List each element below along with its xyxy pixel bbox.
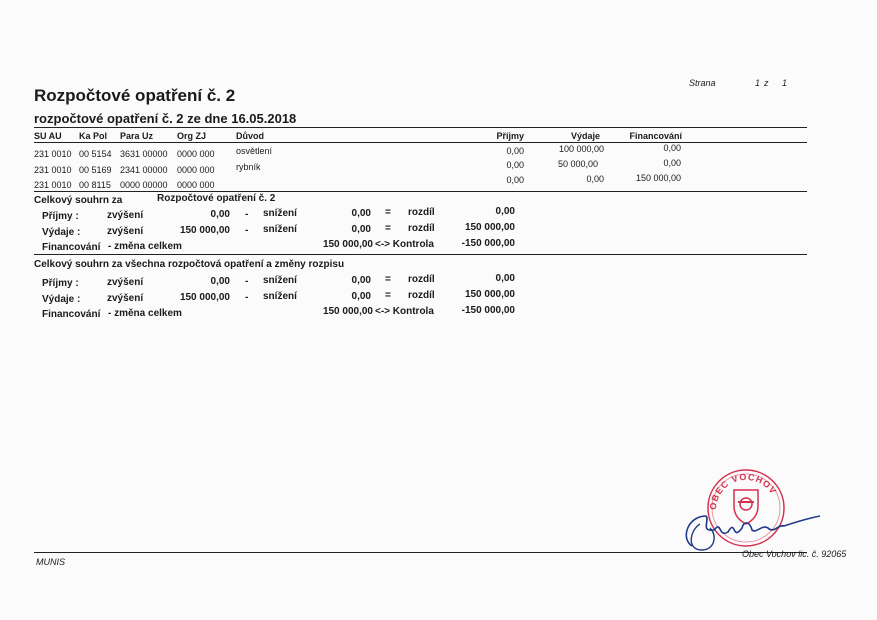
equals: = [385, 223, 391, 234]
cell-vydaje: 100 000,00 [558, 144, 604, 154]
dash: - [245, 292, 249, 303]
divider [34, 552, 807, 553]
cell-su-au: 231 0010 [34, 149, 72, 159]
licence-text: Obec Vochov lic. č. 92065 [742, 549, 847, 559]
cell-para-uz: 0000 00000 [120, 180, 168, 190]
dash: - [245, 276, 249, 287]
vydaje-snizeni-value: 0,00 [351, 291, 371, 302]
financovani-value: 150 000,00 [322, 239, 373, 250]
vydaje-zvyseni-value: 150 000,00 [179, 292, 230, 303]
prijmy-zvyseni-value: 0,00 [210, 276, 230, 287]
divider [34, 191, 807, 192]
summary-heading: Celkový souhrn za [34, 195, 123, 206]
divider [34, 142, 807, 143]
divider [34, 127, 807, 128]
col-duvod: Důvod [236, 131, 264, 141]
prijmy-label: Příjmy : [42, 278, 79, 289]
cell-vydaje: 0,00 [586, 174, 604, 184]
document-title: Rozpočtové opatření č. 2 [34, 86, 236, 105]
cell-duvod: osvětlení [236, 146, 273, 156]
col-prijmy: Příjmy [496, 131, 524, 141]
rozdil-label: rozdíl [408, 207, 435, 218]
vydaje-label: Výdaje : [42, 227, 81, 238]
summary-heading: Celkový souhrn za všechna rozpočtová opatření a změny rozpisu [34, 259, 345, 270]
page-label: Strana [689, 78, 716, 88]
equals: = [385, 290, 391, 301]
cell-vydaje: 50 000,00 [557, 159, 598, 169]
snizeni-label: snížení [263, 275, 297, 286]
dash: - [245, 225, 249, 236]
cell-org-zj: 0000 000 [177, 165, 215, 175]
cell-financovani: 150 000,00 [635, 173, 681, 183]
stamp-text: OBEC VOCHOV [707, 471, 779, 511]
snizeni-label: snížení [263, 291, 297, 302]
prijmy-label: Příjmy : [42, 211, 79, 222]
divider [34, 254, 807, 255]
snizeni-label: snížení [263, 224, 297, 235]
rozdil-label: rozdíl [408, 290, 435, 301]
cell-org-zj: 0000 000 [177, 180, 215, 190]
cell-financovani: 0,00 [663, 143, 681, 153]
vydaje-snizeni-value: 0,00 [351, 224, 371, 235]
prijmy-rozdil-value: 0,00 [495, 206, 515, 217]
cell-su-au: 231 0010 [34, 165, 72, 175]
kontrola-value: -150 000,00 [461, 238, 515, 249]
equals: = [385, 274, 391, 285]
financovani-label: Financování [42, 242, 101, 253]
vydaje-rozdil-value: 150 000,00 [464, 289, 515, 300]
kontrola-label: <-> Kontrola [375, 306, 434, 317]
cell-para-uz: 3631 00000 [120, 149, 168, 159]
prijmy-zvyseni-value: 0,00 [210, 209, 230, 220]
col-org-zj: Org ZJ [177, 131, 207, 141]
zvyseni-label: zvýšení [107, 293, 144, 304]
equals: = [385, 207, 391, 218]
prijmy-rozdil-value: 0,00 [495, 273, 515, 284]
kontrola-value: -150 000,00 [461, 305, 515, 316]
zmena-celkem-label: - změna celkem [108, 308, 182, 319]
cell-duvod: rybník [236, 162, 261, 172]
cell-prijmy: 0,00 [506, 175, 524, 185]
cell-ka-pol: 00 5169 [79, 165, 112, 175]
signature-loop [691, 524, 714, 550]
cell-ka-pol: 00 5154 [79, 149, 112, 159]
col-vydaje: Výdaje [570, 131, 600, 141]
col-financovani: Financování [629, 131, 682, 141]
vydaje-rozdil-value: 150 000,00 [464, 222, 515, 233]
document-subtitle: rozpočtové opatření č. 2 ze dne 16.05.2018 [34, 111, 297, 126]
vydaje-label: Výdaje : [42, 294, 81, 305]
dash: - [245, 209, 249, 220]
zvyseni-label: zvýšení [107, 210, 144, 221]
zvyseni-label: zvýšení [107, 226, 144, 237]
financovani-value: 150 000,00 [322, 306, 373, 317]
page-number: 1 [755, 78, 761, 88]
cell-para-uz: 2341 00000 [120, 165, 168, 175]
cell-financovani: 0,00 [663, 158, 681, 168]
vydaje-zvyseni-value: 150 000,00 [179, 225, 230, 236]
page-of: z [764, 78, 769, 88]
cell-prijmy: 0,00 [506, 160, 524, 170]
col-ka-pol: Ka Pol [79, 131, 108, 141]
zmena-celkem-label: - změna celkem [108, 241, 182, 252]
rozdil-label: rozdíl [408, 223, 435, 234]
cell-org-zj: 0000 000 [177, 149, 215, 159]
snizeni-label: snížení [263, 208, 297, 219]
prijmy-snizeni-value: 0,00 [351, 208, 371, 219]
cell-ka-pol: 00 8115 [79, 180, 111, 190]
prijmy-snizeni-value: 0,00 [351, 275, 371, 286]
cell-prijmy: 0,00 [506, 146, 524, 156]
summary-heading-target: Rozpočtové opatření č. 2 [157, 193, 276, 204]
kontrola-label: <-> Kontrola [375, 239, 434, 250]
col-para-uz: Para Uz [120, 131, 154, 141]
coat-of-arms-icon [734, 490, 758, 524]
page-total: 1 [782, 78, 788, 88]
software-name: MUNIS [36, 557, 65, 567]
financovani-label: Financování [42, 309, 101, 320]
col-su-au: SU AU [34, 131, 62, 141]
zvyseni-label: zvýšení [107, 277, 144, 288]
cell-su-au: 231 0010 [34, 180, 72, 190]
rozdil-label: rozdíl [408, 274, 435, 285]
